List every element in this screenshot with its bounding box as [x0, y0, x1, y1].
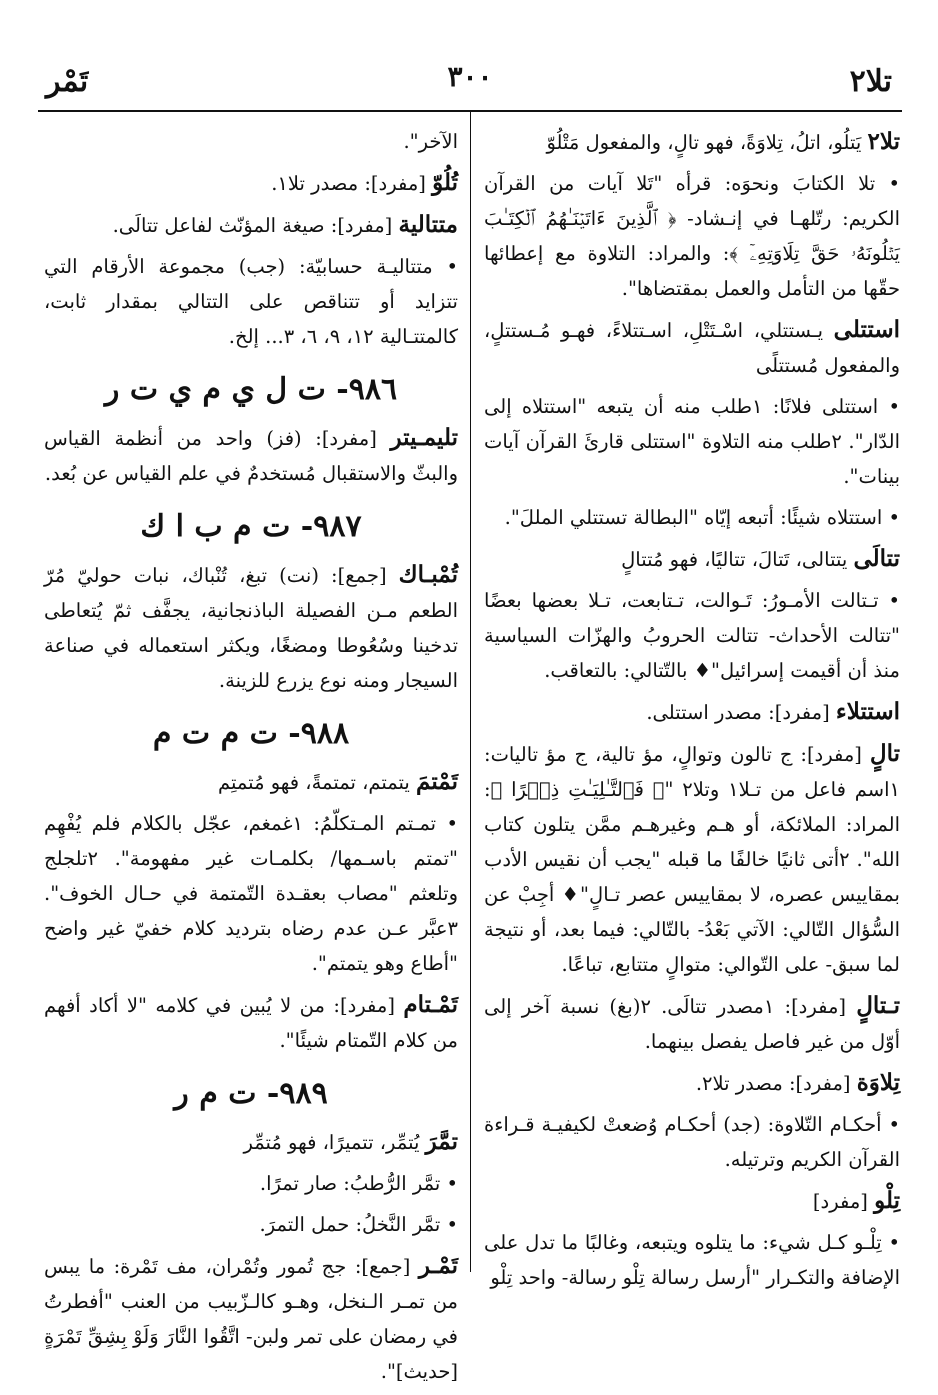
- dictionary-entry: [484, 988, 900, 1059]
- headword: استتلاء: [835, 698, 900, 725]
- dictionary-entry: [44, 806, 458, 981]
- dictionary-entry: [484, 124, 900, 160]
- header-left-word: تَمْر: [46, 64, 89, 99]
- root-heading: ٩٨٩- ت م ر: [174, 1076, 328, 1111]
- headword: تَمْـر: [418, 1252, 458, 1279]
- dictionary-entry: [44, 124, 458, 159]
- entry-text: [مفرد]: ١مصدر تتالَى. ٢(بغ) نسبة آخر إلى أوّل من غير فاصل يفصل بينهما.: [484, 995, 900, 1053]
- entry-text: [مفرد]: مصدر تلا٢.: [695, 1072, 857, 1095]
- dictionary-entry: [44, 1248, 458, 1389]
- headword: تِلْو: [874, 1187, 900, 1214]
- dictionary-entry: [484, 312, 900, 383]
- headword: تلا٢: [867, 128, 900, 155]
- headword: تـتالٍ: [856, 992, 900, 1019]
- entry-text: [جمع]: جج تُمور وتُمْران، مف تَمْرة: ما يبس من تمـر الـنخل، وهـو كالـزّبيب من العنب "أفطرتُ في رمضان على تمر ولبن- اتَّقُوا النَّارَ وَلَوْ بِشِقِّ تَمْرَةٍ [حديث]".: [44, 1255, 458, 1383]
- entry-text: [مفرد]: من لا يُبين في كلامه "لا أكاد أفهم من كلام التّمتام شيئًا".: [44, 994, 458, 1052]
- headword: تمَّرَ: [425, 1128, 458, 1155]
- headword: تَمْتمَ: [416, 768, 458, 795]
- entry-text: الآخر".: [403, 130, 458, 153]
- dictionary-entry: [484, 1065, 900, 1101]
- dictionary-entry: [44, 764, 458, 800]
- headword: تُمْبـاك: [398, 561, 458, 588]
- header-right-word: تلا٢: [849, 64, 892, 99]
- entry-text: • تمَّر النَّخلُ: حمل التمرَ.: [259, 1213, 458, 1236]
- entry-text: يُتمِّر، تتميرًا، فهو مُتمِّر: [243, 1131, 426, 1154]
- dictionary-entry: [484, 694, 900, 730]
- dictionary-entry: [484, 1225, 900, 1295]
- entry-text: [مفرد]: (فز) واحد من أنظمة القياس والبثّ والاستقبال مُستخدمٌ في علم القياس عن بُعد.: [44, 427, 458, 485]
- entry-text: • تمـتم المـتكلّمُ: ١غمغم، عجّل بالكلام فلم يُفْهِم "تمتم باسـمها/ بكلمـات غير مفهومة". ٢تلجلج وتلعثم "مصاب بعقـدة التّمتمة في حـال الخوف". ٣عبَّر عـن عدم رضاه بترديد كلام خفيّ غير واضح "أطاع وهو يتمتم".: [44, 812, 459, 975]
- column-divider: [470, 112, 471, 1272]
- entry-text: • متتاليـة حسابيّة: (جب) مجموعة الأرقام التي تتزايد أو تتناقص على التتالي بمقدار ثابت، كالمتتـالية ١٢، ٩، ٦، ٣... إلخ.: [44, 255, 458, 348]
- entry-text: • تلا الكتابَ ونحوَه: قرأه "تَلا آيات من القرآن الكريم: رتّلهـا في إنـشاد- ﴿ ٱلَّذِينَ ءَاتَيۡنَـٰهُمُ ٱلۡكِتَـٰبَ يَتۡلُونَهُۥ حَقَّ تِلَاوَتِهِۦٓ ﴾: والمراد: التلاوة مع إعطائها حقّها من التأمل والعمل بمقتضاها".: [484, 172, 900, 300]
- dictionary-entry: [44, 420, 458, 491]
- dictionary-entry: [44, 1166, 458, 1201]
- entry-text: يتمتم، تمتمةً، فهو مُتمتِم: [218, 771, 417, 794]
- entry-text: • استتلى فلانًا: ١طلب منه أن يتبعه "استتلاه إلى الدّار". ٢طلب منه التلاوة "استتلى قارئَ القرآن آيات بينات".: [484, 395, 901, 488]
- dictionary-entry: [484, 583, 900, 688]
- entry-text: [مفرد]: مصدر تلا١.: [271, 172, 433, 195]
- entry-text: • أحكـام التّلاوة: (جد) أحكـام وُضعتْ لكيفيـة قـراءة القرآن الكريم وترتيله.: [484, 1113, 900, 1171]
- entry-text: • استتلاه شيئًا: أتبعه إيّاه "البطالة تستتلي المللَ".: [504, 506, 900, 529]
- headword: تَمْـتام: [403, 991, 458, 1018]
- dictionary-entry: [484, 1183, 900, 1219]
- dictionary-entry: [44, 557, 458, 698]
- dictionary-entry: [44, 249, 458, 354]
- headword: تُلُوّ: [432, 169, 458, 196]
- dictionary-entry: [44, 165, 458, 201]
- headword: تالٍ: [869, 740, 900, 767]
- dictionary-entry: [484, 500, 900, 535]
- entry-text: يتتالى، تَتالَ، تتاليًا، فهو مُتتالٍ: [621, 548, 854, 571]
- dictionary-entry: [44, 987, 458, 1058]
- headword: تِلاوَة: [856, 1069, 900, 1096]
- entry-text: • تـتالت الأمـورُ: تَـوالت، تـتابعت، تـلا بعضها بعضًا "تتالت الأحداث- تتالت الحروبُ والهزّات السياسية منذ أن أقيمت إسرائيل"♦ بالتّتالي: بالتعاقب.: [484, 589, 900, 682]
- dictionary-entry: [484, 389, 900, 494]
- dictionary-entry: [44, 1124, 458, 1160]
- dictionary-entry: [484, 541, 900, 577]
- headword: استتلى: [833, 316, 900, 343]
- entry-text: • تمَّر الرُّطبُ: صار تمرًا.: [259, 1172, 458, 1195]
- page-number: ٣٠٠: [447, 60, 493, 93]
- entry-text: • تِلْـو كـل شيء: ما يتلوه ويتبعه، وغالبًا ما تدل على الإضافة والتكـرار "أرسل رسالة تِلْو رسالة- واحد تِلْو: [484, 1231, 900, 1289]
- entry-text: [مفرد]: صيغة المؤنّث لفاعل تتالَى.: [112, 214, 399, 237]
- entry-text: يـستتلي، اسْـتَتْلِ، اسـتتلاءً، فهـو مُـستتلٍ، والمفعول مُستتلًى: [484, 319, 900, 377]
- entry-text: [مفرد]: مصدر استتلى.: [646, 701, 836, 724]
- dictionary-entry: [484, 1107, 900, 1177]
- page-header: [38, 54, 902, 112]
- right-column: [484, 124, 900, 1301]
- headword: متتالية: [398, 211, 458, 238]
- entry-text: [جمع]: (نت) تبغ، تُنْباك، نبات حوليّ مُرّ الطعم مـن الفصيلة الباذنجانية، يجفَّف ثمّ يُتعاطى تدخينا وسُعُوطا ومضغًا، ويكثر استعماله في صناعة السيجار ومنه نوع يزرع للزينة.: [44, 564, 458, 692]
- entry-text: [مفرد]: ج تالون وتوالٍ، مؤ تالية، ج مؤ تاليات: ١اسم فاعل من تـلا١ وتلا٢ "﴿ فَٱلتَّـٰلِيَـٰتِ ذِكۡرًا ﴾: المراد: الملائكة، أو هـم وغيرهـم ممَّن يتلون كتاب الله". ٢أتى ثانيًا خالفًا ما قبله "يجب أن نقيس الأدب بمقاييس عصره، لا بمقاييس عصر تـالٍ"♦ أجِبْ عن السُّؤال التّالي: الآتي بَعْدُ- بالتّالي: فيما بعد، أو نتيجة لما سبق- على التّوالي: متوالٍ متتابع، تباعًا.: [484, 743, 900, 976]
- headword: تتالَى: [853, 545, 900, 572]
- dictionary-entry: [44, 207, 458, 243]
- entry-text: [مفرد]: [812, 1190, 875, 1213]
- entry-text: يَتلُو، اتلُ، تِلاوَةً، فهو تالٍ، والمفعول مَتْلُوّ: [546, 131, 868, 154]
- dictionary-entry: [44, 1207, 458, 1242]
- root-heading: ٩٨٨- ت م ت م: [152, 716, 350, 751]
- dictionary-entry: [484, 166, 900, 306]
- left-column: [44, 124, 458, 1395]
- root-heading: ٩٨٧- ت م ب ا ك: [140, 509, 362, 544]
- root-heading: ٩٨٦- ت ل ي م ي ت ر: [104, 372, 398, 407]
- headword: تليمـيتر: [390, 424, 458, 451]
- dictionary-entry: [484, 736, 900, 982]
